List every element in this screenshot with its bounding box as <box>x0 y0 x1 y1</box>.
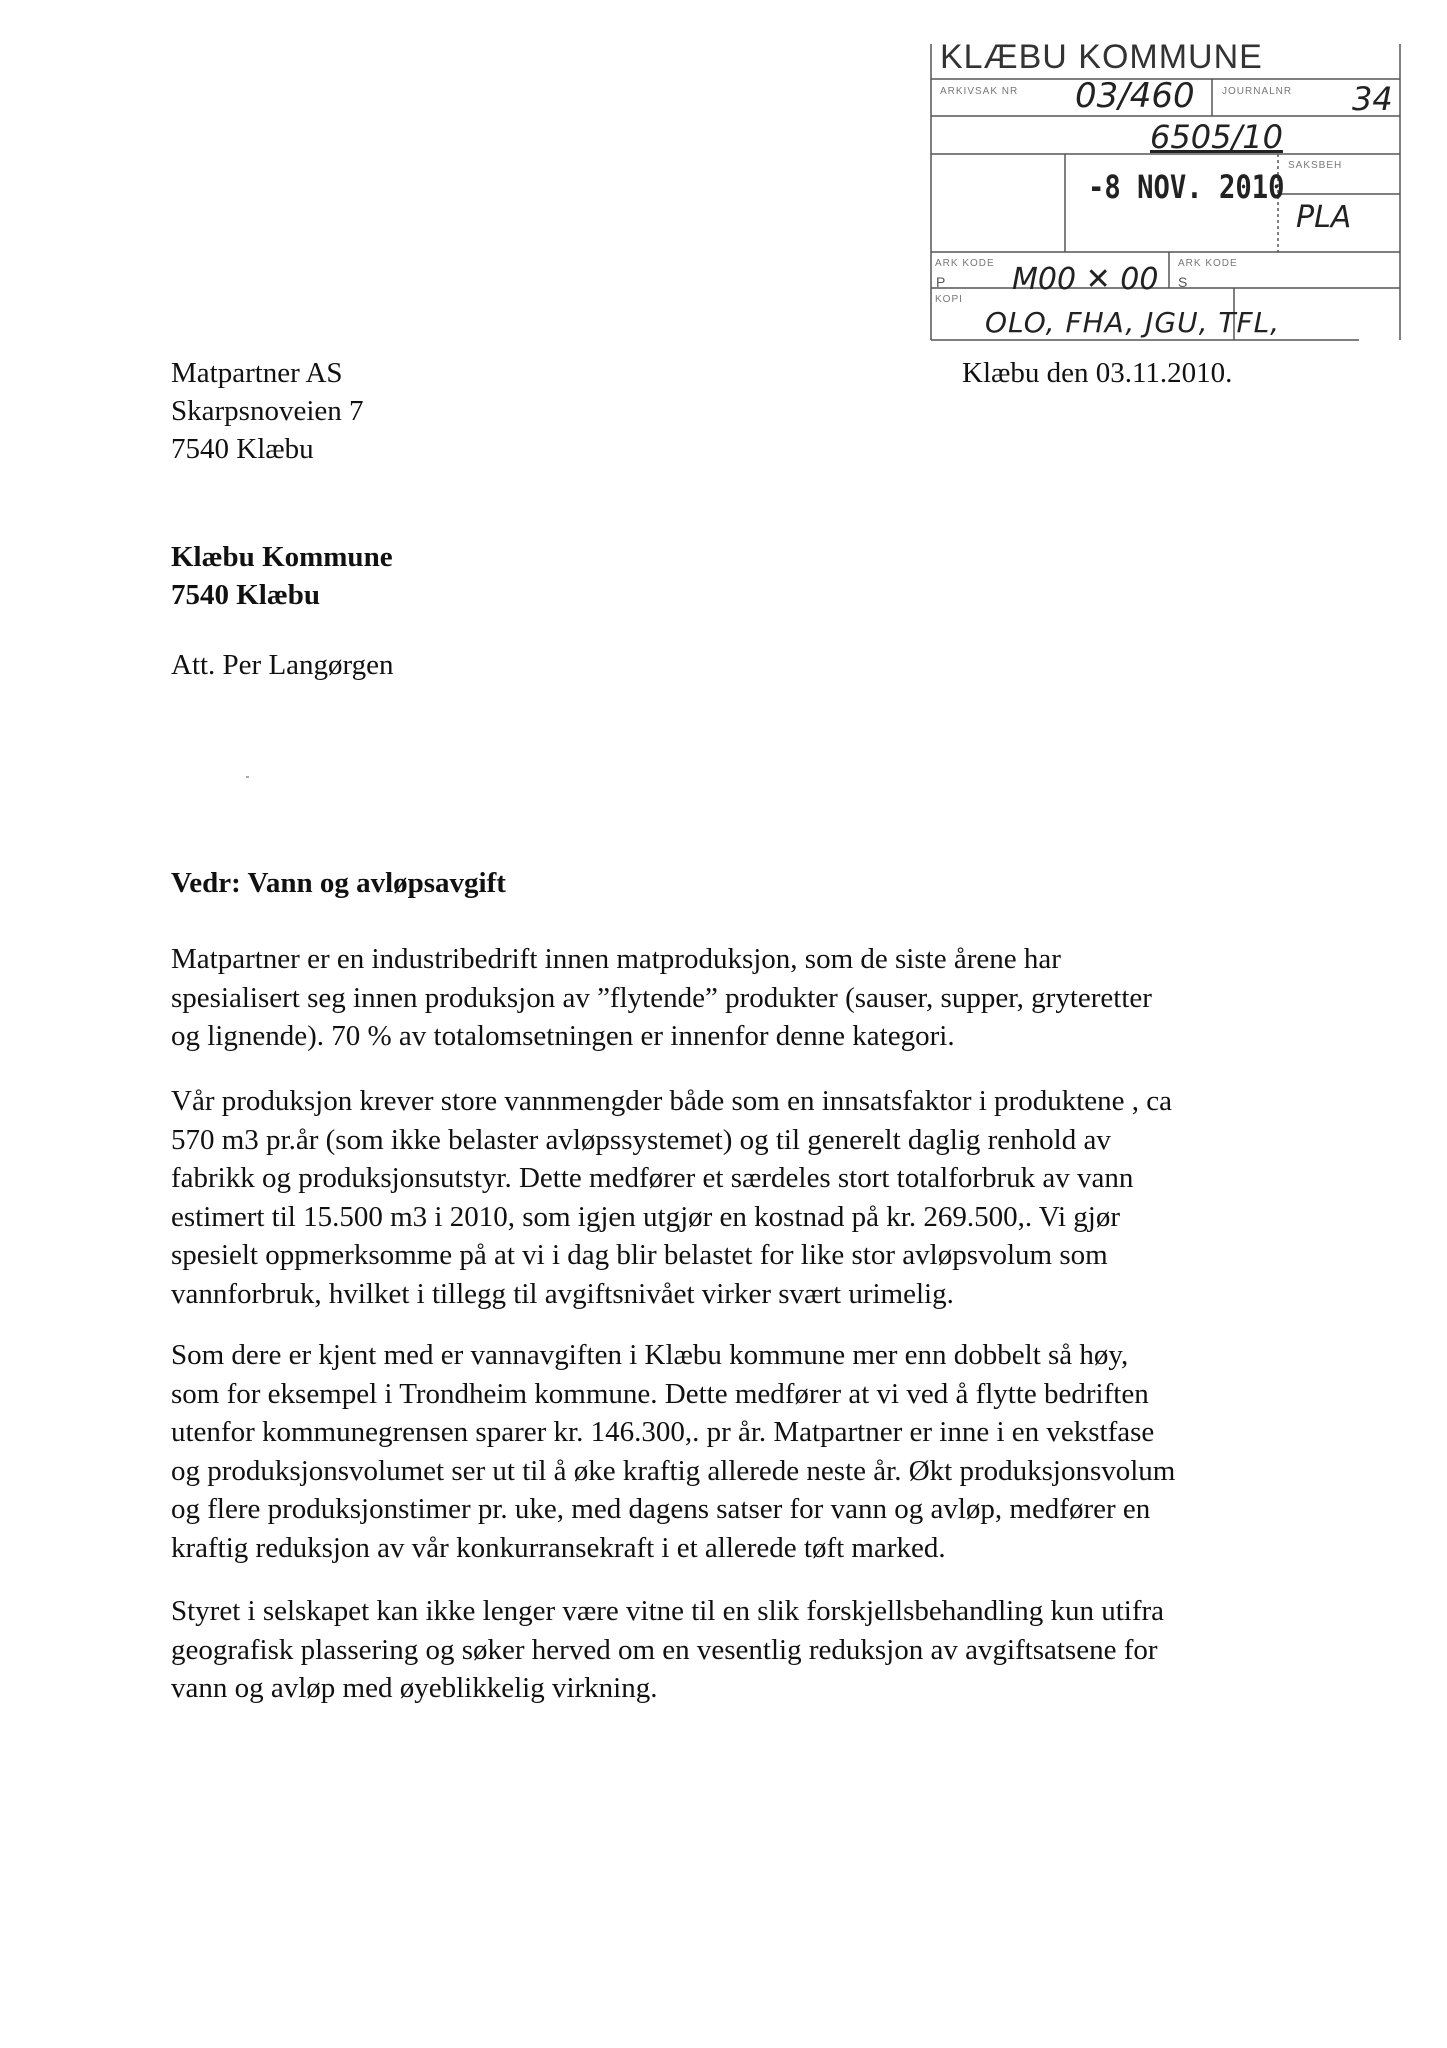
recipient-city: 7540 Klæbu <box>171 579 321 611</box>
stamp-arkivsak-label: ARKIVSAK NR <box>940 86 1019 97</box>
paragraph-3 <box>171 1336 1301 1567</box>
paragraph-line: utenfor kommunegrensen sparer kr. 146.300,. pr år. Matpartner er inne i en vekstfase <box>171 1416 1155 1448</box>
stamp-arkkode-p-label: ARK KODE <box>935 258 995 269</box>
letter-date: Klæbu den 03.11.2010. <box>962 357 1233 389</box>
paragraph-line: og lignende). 70 % av totalomsetningen er innenfor denne kategori. <box>171 1020 955 1052</box>
paragraph-4 <box>171 1592 1301 1708</box>
paragraph-line: vannforbruk, hvilket i tillegg til avgiftsnivået virker svært urimelig. <box>171 1277 954 1310</box>
stamp-kopi-label: KOPI <box>935 294 963 305</box>
subject-line: Vedr: Vann og avløpsavgift <box>171 867 506 899</box>
paragraph-2 <box>171 1082 1301 1313</box>
paragraph-line: som for eksempel i Trondheim kommune. Dette medfører at vi ved å flytte bedriften <box>171 1377 1149 1410</box>
paragraph-line: og flere produksjonstimer pr. uke, med dagens satser for vann og avløp, medfører en <box>171 1493 1151 1525</box>
paragraph-line: estimert til 15.500 m3 i 2010, som igjen utgjør en kostnad på kr. 269.500,. Vi gjør <box>171 1200 1121 1233</box>
stamp-arkkode-s-label: ARK KODE <box>1178 258 1238 269</box>
stamp-journal: 34 <box>1352 80 1393 118</box>
paragraph-line: kraftig reduksjon av vår konkurransekraft i et allerede tøft marked. <box>171 1531 946 1564</box>
sender-city: 7540 Klæbu <box>171 433 314 465</box>
paragraph-line: fabrikk og produksjonsutstyr. Dette medfører et særdeles stort totalforbruk av vann <box>171 1162 1134 1194</box>
sender-street: Skarpsnoveien 7 <box>171 395 364 427</box>
stamp-arkkode-s-prefix: S <box>1178 274 1188 290</box>
paragraph-line: geografisk plassering og søker herved om en vesentlig reduksjon av avgiftsatsene for <box>171 1633 1158 1666</box>
recipient-name: Klæbu Kommune <box>171 541 393 573</box>
stamp-title: KLÆBU KOMMUNE <box>940 38 1263 76</box>
stamp-arkkode-p: M00 ✕ 00 <box>1012 262 1159 297</box>
stamp-doc-ref: 6505/10 <box>1150 118 1283 156</box>
stamp-arkivsak: 03/460 <box>1075 76 1195 116</box>
paragraph-line: Matpartner er en industribedrift innen matproduksjon, som de siste årene har <box>171 943 1061 975</box>
stamp-arkkode-p-prefix: P <box>936 274 946 290</box>
stamp-saksbeh-label: SAKSBEH <box>1288 160 1343 171</box>
paragraph-line: Styret i selskapet kan ikke lenger være vitne til en slik forskjellsbehandling kun utifra <box>171 1595 1165 1627</box>
paragraph-line: spesielt oppmerksomme på at vi i dag blir belastet for like stor avløpsvolum som <box>171 1239 1108 1271</box>
stamp-kopi: OLO, FHA, JGU, TFL, <box>985 306 1281 339</box>
stamp-journal-label: JOURNALNR <box>1222 86 1293 97</box>
paragraph-line: og produksjonsvolumet ser ut til å øke kraftig allerede neste år. Økt produksjonsvolum <box>171 1454 1176 1487</box>
recipient-att: Att. Per Langørgen <box>171 649 394 681</box>
scan-speck <box>246 776 249 778</box>
paragraph-line: Vår produksjon krever store vannmengder både som en innsatsfaktor i produktene , ca <box>171 1085 1172 1117</box>
stamp-date: -8 NOV. 2010 <box>1088 168 1285 206</box>
sender-name: Matpartner AS <box>171 357 343 389</box>
paragraph-1 <box>171 940 1301 1056</box>
paragraph-line: spesialisert seg innen produksjon av ”flytende” produkter (sauser, supper, gryteretter <box>171 981 1152 1014</box>
paragraph-line: 570 m3 pr.år (som ikke belaster avløpssystemet) og til generelt daglig renhold av <box>171 1123 1111 1156</box>
paragraph-line: Som dere er kjent med er vannavgiften i Klæbu kommune mer enn dobbelt så høy, <box>171 1339 1129 1371</box>
paragraph-line: vann og avløp med øyeblikkelig virkning. <box>171 1672 658 1704</box>
stamp-saksbeh: PLA <box>1296 200 1352 235</box>
